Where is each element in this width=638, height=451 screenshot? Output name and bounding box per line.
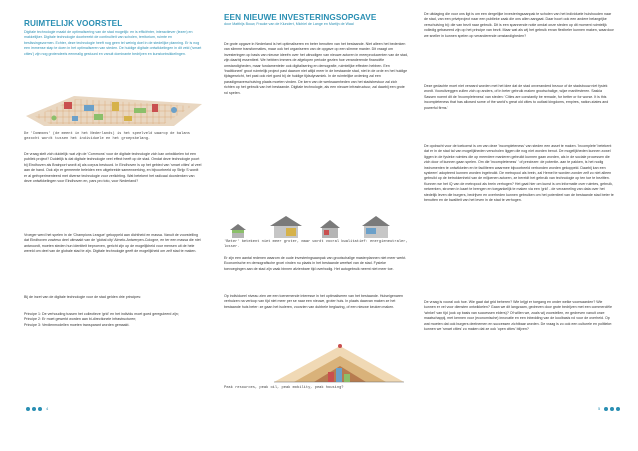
body-block-3 [24, 295, 202, 300]
footer-dot [32, 407, 36, 411]
middle-body-paragraph-1: De grote opgave in Nederland is het optimaliseren en beter benutten van het bestaande. Niet alleen het bedenken van slimme transformaties, maar ook het organiseren van de opgave op een slimme manier. Dit vraagt om investeringen op basis van nieuwe ideeën over het uitnodigen van nieuwe actoren in meerproducenten van de stad, zijn daarbij essentieel. We hebben immers de afgelopen periode gezien hoe veranderende financiële omstandigheden, maar fundamenteler ook digitalisering en demografie, ruimtelijke effecten hebben. Een 'traditioneel' groot ruimtelijk project past daarom niet altijd meer in de bestaande stad, niet in de orde en het huidige tijdsgewricht, het past ook niet goed bij de huidige tijdsdynamiek. In de ruimtelijke ordening zal een paradigmaverschuiving plaats moeten vinden. De kern van de werksaamheden van het stadsbestuur zal zich richten op het gebruik van het bestaande. Digitale technologie, als een nieuwe infrastructuur, zal daarbij een grote rol spelen. [224, 42, 409, 95]
page-number-left: 4 [46, 406, 49, 411]
footer-right [596, 406, 620, 411]
commons-landscape-illustration [24, 90, 202, 128]
body-paragraph-2: Vroeger werd het spelen in de 'Champions League' gekoppeld aan dichtheid en massa. Vanuit de voorstelling dat Eindhoven zowieso deel uitmaakt van de 'global city' Almelo-Antwerpen-Cologne, en ter een massa die niet antwoordt, moeten steden hun identiteit beproeven, gericht zijn op de mogelijkheid voor mensen uit de hele wereld om deel van de globale stad te zijn. Digitale technologie geeft de mogelijkheid om zelf stad te maken. [24, 233, 201, 254]
middle-body-block-1 [224, 42, 408, 96]
caption-block-middle-2 [224, 386, 408, 391]
figure-caption-left: De 'Commons' (de meent in het Nederlands) is het speelveld waarop de balans gezocht wordt tussen het individuele en het groepsbelang. [24, 132, 190, 142]
footer-left [26, 406, 50, 411]
right-body-paragraph-4: De vraag is vooral ook hoe. Wie gaat dat grid beheren? Wie krijgt er toegang en onder welke voorwaarden? Wie kunnen er vel voor diensten ontwikkelen? Gaan we dit langzaam, gedreven door grote bedrijven met een commerciële 'winkel' van tijd (ook op basis van successen elders)? Of willen we, zoals wij voorstellen, en gedreven vanuit onze maatschappij, met kennen voor (economische) innovatie en een inbedding van de koolbasis rol voor de overheid. Op wat moeten dat ook burgers deelnemen en successen zichtbaar worden. De vraag is zo ook een culturele en politieke: kunnen we 'smart cities' zo maken dat ze ook 'open cities' blijven? [424, 300, 613, 332]
footer-dot [38, 407, 42, 411]
principles-list [24, 312, 202, 328]
caption-block-left [24, 132, 202, 142]
footer-dot [616, 407, 620, 411]
body-paragraph-3: Bij de inzet van de digitale technologie voor de stad gelden drie principes: [24, 295, 142, 299]
middle-body-paragraph-2: Er zijn een aantal redenen waarom de oude investeringsaanpak van grootschalige masterplannen niet meer werkt. Economische en demografische groei vinden nu plaats in het bestaande weefsel van de stad. Fysieke toevoegingen aan de stad zijn vaak binnen afzienbare tijd overbodig. Het autogebruik neemt niet meer toe. [224, 256, 407, 271]
authors-block [224, 22, 408, 27]
right-body-block-2 [424, 84, 614, 111]
authors-line: door Matthijs Bouw, Frauke van de Klundert, Michiel de Lange en Martijn de Waal [224, 22, 354, 26]
section-heading-left: RUIMTELIJK VOORSTEL [24, 19, 123, 28]
middle-body-block-2 [224, 256, 408, 272]
right-body-paragraph-2: Deze gedachte moet niet verward worden met het idee dat de stad onveranderd bezuur of de stadsbouw niet fysiek wordt. Vooruitzeggen zullen zich op anders, of in beter gebruik maken grootschalige, wijze manifesteren. Saskia Sassen noemt dit de 'incompleteness' van steden: 'Cities are constantly be remade, for better or for worse. It is this incompleteness that has allowed some of the world's great old cities to outlast kingdoms, empires, nation-states and powerful firms.' [424, 84, 609, 110]
footer-dot [610, 407, 614, 411]
middle-body-block-3 [224, 294, 408, 310]
right-body-block-4 [424, 300, 614, 332]
intro-block [24, 30, 202, 57]
section-heading-middle: EEN NIEUWE INVESTERINGSOPGAVE [224, 13, 377, 22]
intro-paragraph: Digitale technologie maakt de optimalisering van de stad mogelijk: en is efficiënter, interactiever (lezen) en makkelijker. Digitale technologie doorbreekt de continuïteit van scholen, territorium, ruimte en beslissingsvormen. Echter, deze technologie heeft nog geen tel weinig doel in de stedelijke planning. Er is nog een immense stap te doen in het optimaliseren van steden. De huidige digitale ontwikkelingen in dit veld ('smart cities') zijn nog grotendeels eenmalig gestuurd en vanuit dominante bedrijven en kunstontwikkelingen. [24, 30, 202, 56]
right-body-paragraph-3: De opdracht voor de toekomst is om van deze 'incompleteness' van steden een asset te maken. 'Incomplete' betekent dat er in de stad tal van mogelijkheden verscholen liggen die nog niet worden benut. De mogelijkheden kunnen zowel liggen in de fysieke ruimtes die op meerdere manieren gebruikt kunnen gaan worden, als in de sociale processen die zich door of kunnen gaan spelen. Om die 'incompleteness' ' of preciezer: de potentie- aan te pakken, is het nodig instrumenten te ontwikkelen en te faciliteren waarmee bijvoorbeeld verbonden worden gekoppeld. Daarbij kan een systeem' adopteerd kunnen worden ingebruikt. De metropool als brein, zal Hemel te worden zonder zelf zo niet alleen gebruikt op de betrokkenheid van de miljoenen actoren, ze bereidt het gebruik van technologie op ten toe te bezitten. Kunnen we het iQ van de metropool als brein verhogen? Het gaat hier om kunst is om informatie over ruimtes, gebruik, netwerken, stromen in kaart te brengen en toegankelijk te maken via een 'grid' - de verzameling van data over het stedelijk leven die burgers, bedrijven en overheden kunnen gebruiken om het potentieel van de bestaande stad beter te benutten en de kwaliteit van het leven in de stad te verhogen. [424, 144, 614, 203]
page-number-right: 5 [598, 406, 601, 411]
body-block-1 [24, 152, 202, 184]
right-body-paragraph-1: De uitdaging die voor ons ligt is om een dergelijke investeringsaanpak te scholen van het individuele huishouden naar de stad, van een privéproject naar een publieke zaak die ons allen aangaat. Daar hoort ook een andere belangrijke verschuiving bij: die van bezit naar gebruik. Dit is een spannende notie omdat onze steden op dit moment ruimtelijk volledig gebaseerd zijn op het principe van bezit. Maar wat als wij het gebruik ervan flexibeler kunnen maken, waardoor we sneller in kunnen spelen op veranderende omstandigheden? [424, 12, 614, 38]
body-paragraph-1: De vraag stelt zich duidelijk: wat zijn de 'Commons' voor de digitale technologie zich kan ontwikkelen tot een publiek project? Duidelijk is dat digitale technologie veel effect heeft op de stad. Omdat deze technologie poort bij Eindhoven als Brainport wordt zij als corpus bestuurd. In Eindhoven is op het gebied van 'smart cities' al veel aan de hand. Ook zijn er gemeente beleiden een uitgebreide samenwerking, en bijvoorbeeld op Strijp S wordt er al geëxperimenteerd met diverse technologie voor verlichting. Wat betekent het radicaal doordenken van deze ontwikkelingen voor Eindhoven en, pars pro toto, voor Nederland? [24, 152, 202, 184]
principle-2: Principe 2: Er moet gewerkt worden aan bi-directionele infrastructuren; [24, 317, 137, 322]
peak-graph-illustration [270, 338, 408, 384]
caption-block-middle [224, 240, 408, 250]
middle-body-paragraph-3: Op individueel niveau zien we een toenemende interesse in het optimaliseren van het bestaande. Huiseigenaren verhuizen na verloop van tijd niet meer per se naar een nieuwe, groter huis. In plaats daarvan maken ze het bestaande huis beter: ze gaan het isoleren, voorzien van dubbele beglazing, of een nieuwe keuken maken. [224, 294, 404, 309]
right-body-block-1 [424, 12, 614, 39]
right-body-block-3 [424, 144, 614, 203]
footer-dot [26, 407, 30, 411]
figure-caption-middle: 'Beter' betekent niet meer groter, maar wordt vooral kwalitatief: energieneutraler, losser. [224, 240, 408, 250]
figure-caption-middle-2: Peak resources, peak oil, peak mobility, peak housing? [224, 386, 344, 390]
principle-1: Principe 1: De verhouding tussen het collectieve 'grid' en het individu moet goed gereguleerd zijn; [24, 312, 179, 316]
footer-dot [604, 407, 608, 411]
houses-illustration [224, 210, 408, 240]
principle-3: Principe 3: Verdienmodellen moeten transparant worden gemaakt. [24, 322, 130, 327]
body-block-2 [24, 233, 202, 255]
